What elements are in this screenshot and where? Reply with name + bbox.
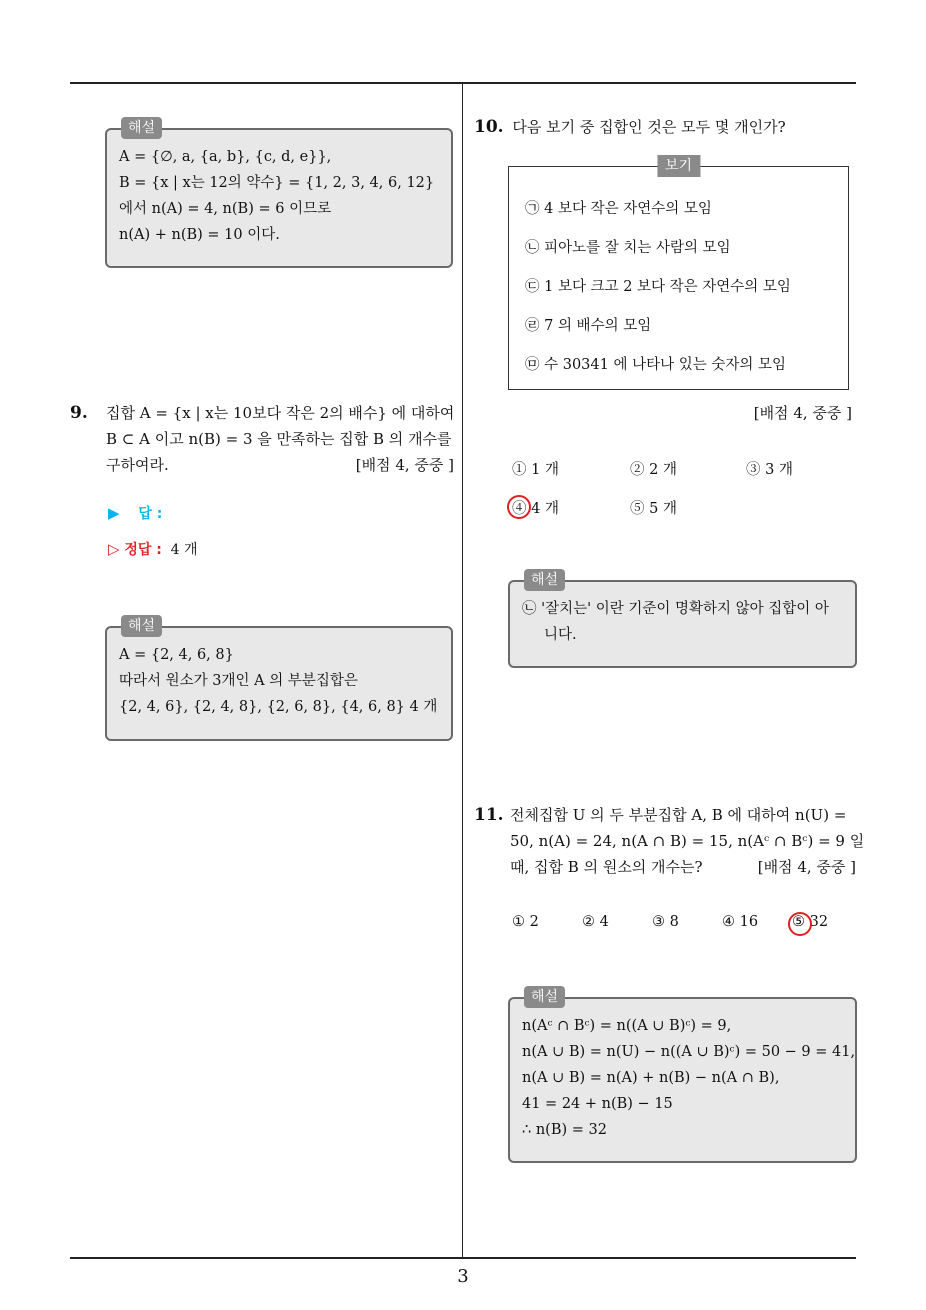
question-11 xyxy=(474,802,865,880)
question-text: 50, n(A) = 24, n(A ∩ B) = 15, n(Aᶜ ∩ Bᶜ) = 9 일 xyxy=(510,832,865,850)
bogi-item: ㉢ 1 보다 크고 2 보다 작은 자연수의 모임 xyxy=(525,279,791,295)
header-rule xyxy=(70,82,856,84)
explanation-body xyxy=(510,999,855,1151)
bogi-item: ㉤ 수 30341 에 나타나 있는 숫자의 모임 xyxy=(525,357,786,373)
question-text: 전체집합 U 의 두 부분집합 A, B 에 대하여 n(U) = xyxy=(510,806,847,824)
page-number: 3 xyxy=(457,1266,469,1287)
question-text: 다음 보기 중 집합인 것은 모두 몇 개인가? xyxy=(512,118,786,136)
question-text: 집합 A = {x | x는 10보다 작은 2의 배수} 에 대하여 xyxy=(106,404,455,422)
question-text: B ⊂ A 이고 n(B) = 3 을 만족하는 집합 B 의 개수를 xyxy=(106,430,452,448)
explanation-tag: 해설 xyxy=(121,615,162,637)
points-label-10: [배점 4, 중중 ] xyxy=(753,404,852,422)
play-arrow-icon: ▶ xyxy=(108,504,120,522)
correct-answer-row xyxy=(108,536,198,563)
explanation-line: 에서 n(A) = 4, n(B) = 6 이므로 xyxy=(119,201,332,217)
explanation-line: 니다. xyxy=(544,627,577,643)
option-4[interactable]: ④ 4 개 xyxy=(512,501,559,517)
question-number: 9. xyxy=(70,403,88,423)
option-4[interactable]: ④ 16 xyxy=(722,914,759,930)
explanation-body xyxy=(107,130,451,256)
explanation-line: B = {x | x는 12의 약수} = {1, 2, 3, 4, 6, 12} xyxy=(119,175,435,191)
explanation-box-10 xyxy=(508,572,857,668)
bogi-item: ㉠ 4 보다 작은 자연수의 모임 xyxy=(525,201,712,217)
explanation-line: 따라서 원소가 3개인 A 의 부분집합은 xyxy=(119,673,358,689)
question-10 xyxy=(474,114,856,140)
option-2[interactable]: ② 4 xyxy=(582,914,609,930)
question-text: 구하여라. xyxy=(106,456,169,474)
explanation-line: ㉡ '잘치는' 이란 기준이 명확하지 않아 집합이 아 xyxy=(522,601,829,617)
points-label: [배점 4, 중중 ] xyxy=(355,456,454,474)
marked-answer-circle xyxy=(507,495,531,519)
outline-arrow-icon: ▷ xyxy=(108,540,120,558)
explanation-body xyxy=(107,628,451,728)
question-text-row xyxy=(510,854,856,880)
marked-answer-circle xyxy=(788,912,812,936)
points-label: [배점 4, 중중 ] xyxy=(757,858,856,876)
question-text: 때, 집합 B 의 원소의 개수는? xyxy=(510,858,703,876)
question-text-row xyxy=(106,452,454,478)
explanation-body xyxy=(510,582,855,656)
option-3[interactable]: ③ 3 개 xyxy=(746,462,793,478)
answer-row xyxy=(108,500,162,527)
option-1[interactable]: ① 1 개 xyxy=(512,462,559,478)
explanation-line: A = {2, 4, 6, 8} xyxy=(119,647,234,663)
explanation-line: n(A ∪ B) = n(U) − n((A ∪ B)ᶜ) = 50 − 9 = 41, xyxy=(522,1044,856,1060)
explanation-line: ∴ n(B) = 32 xyxy=(522,1122,607,1138)
correct-answer-value: 4 개 xyxy=(170,542,198,558)
correct-answer-label: 정답 : xyxy=(124,542,162,558)
explanation-line: n(A) + n(B) = 10 이다. xyxy=(119,227,280,243)
option-5[interactable]: ⑤ 5 개 xyxy=(630,501,677,517)
question-9 xyxy=(70,400,454,478)
explanation-box-9 xyxy=(105,618,453,741)
bogi-item: ㉡ 피아노를 잘 치는 사람의 모임 xyxy=(525,240,731,256)
bogi-item: ㉣ 7 의 배수의 모임 xyxy=(525,318,652,334)
explanation-tag: 해설 xyxy=(121,117,162,139)
column-divider xyxy=(462,84,463,1258)
explanation-line: n(Aᶜ ∩ Bᶜ) = n((A ∪ B)ᶜ) = 9, xyxy=(522,1018,732,1034)
question-number: 11. xyxy=(474,805,504,825)
explanation-line: {2, 4, 6}, {2, 4, 8}, {2, 6, 8}, {4, 6, 8} 4 개 xyxy=(119,699,438,715)
explanation-box-8 xyxy=(105,120,453,268)
option-3[interactable]: ③ 8 xyxy=(652,914,679,930)
footer-rule xyxy=(70,1257,856,1259)
question-number: 10. xyxy=(474,117,504,137)
bogi-tag: 보기 xyxy=(657,155,700,177)
explanation-line: A = {∅, a, {a, b}, {c, d, e}}, xyxy=(119,149,332,165)
explanation-tag: 해설 xyxy=(524,569,565,591)
answer-label: 답 : xyxy=(138,506,163,522)
option-5[interactable]: ⑤ 32 xyxy=(792,914,829,930)
option-1[interactable]: ① 2 xyxy=(512,914,539,930)
explanation-line: 41 = 24 + n(B) − 15 xyxy=(522,1096,673,1112)
option-2[interactable]: ② 2 개 xyxy=(630,462,677,478)
explanation-line: n(A ∪ B) = n(A) + n(B) − n(A ∩ B), xyxy=(522,1070,780,1086)
explanation-box-11 xyxy=(508,989,857,1163)
bogi-box xyxy=(508,158,849,390)
explanation-tag: 해설 xyxy=(524,986,565,1008)
